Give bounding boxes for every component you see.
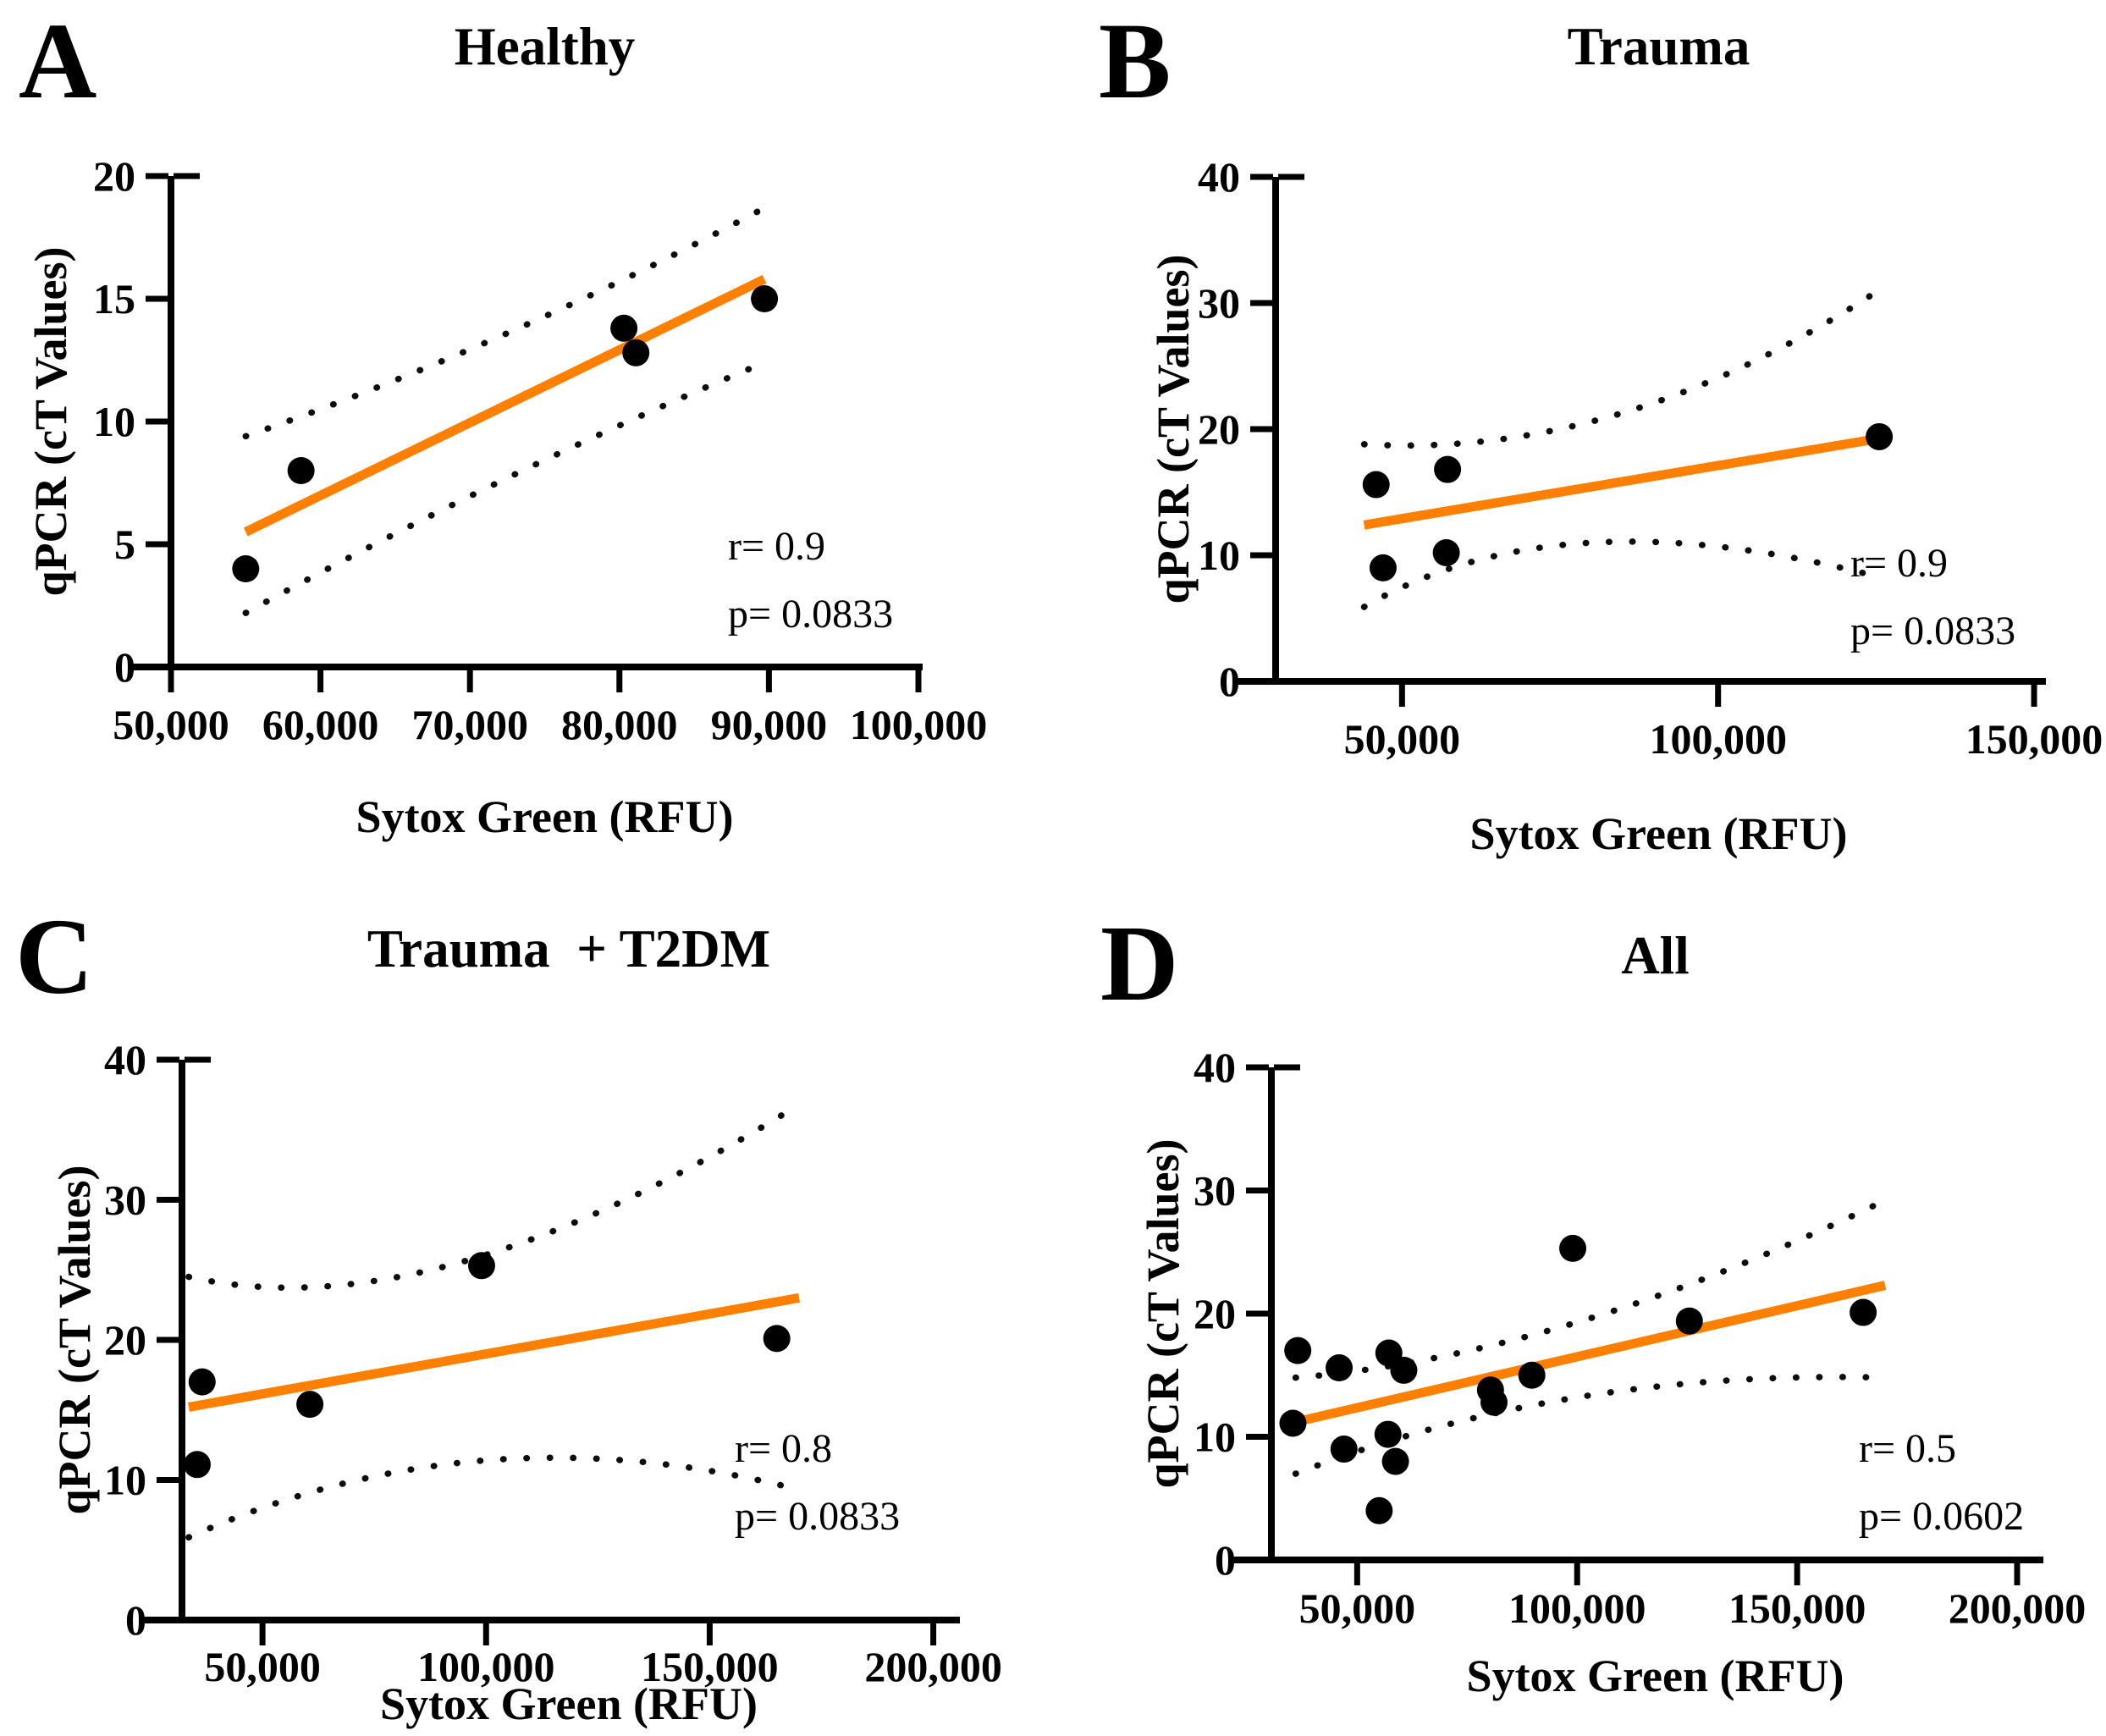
panel-title-healthy: Healthy [454, 17, 636, 76]
y-tick-label: 30 [104, 1176, 146, 1224]
y-tick-label: 30 [1198, 279, 1240, 327]
y-tick-label: 40 [1198, 153, 1240, 201]
stats-annotation-c [735, 1415, 900, 1551]
data-point [1390, 1357, 1417, 1384]
data-point [1676, 1308, 1703, 1335]
x-tick-label: 150,000 [641, 1643, 779, 1690]
x-tick-label: 50,000 [1298, 1584, 1416, 1632]
data-point [184, 1451, 211, 1478]
panel-letter-d: D [1100, 903, 1179, 1023]
x-tick-label: 90,000 [710, 701, 828, 748]
x-axis-label-d: Sytox Green (RFU) [1466, 1651, 1844, 1701]
x-tick-label: 50,000 [113, 701, 229, 748]
stats-annotation-b [1850, 530, 2015, 665]
x-tick-label: 60,000 [262, 701, 379, 748]
data-point [189, 1369, 216, 1396]
y-tick-label: 10 [1194, 1413, 1236, 1461]
data-point [610, 315, 637, 342]
panel-letter-c: C [15, 896, 94, 1017]
p-value-d: p= 0.0602 [1859, 1494, 2025, 1539]
data-point [1850, 1299, 1877, 1326]
y-tick-label: 5 [114, 521, 135, 568]
x-tick-label: 80,000 [561, 701, 678, 748]
y-tick-label: 10 [104, 1456, 146, 1504]
data-point [1326, 1354, 1353, 1381]
data-point [764, 1325, 791, 1352]
data-point [1519, 1362, 1546, 1389]
data-point [288, 457, 315, 484]
data-point [751, 285, 778, 312]
regression-line [245, 279, 764, 532]
data-point [1279, 1409, 1306, 1436]
panel-title-trauma: Trauma [1567, 17, 1750, 76]
data-point [1433, 539, 1460, 566]
data-point [1331, 1436, 1358, 1463]
y-tick-label: 0 [114, 643, 135, 691]
y-tick-label: 40 [1194, 1044, 1236, 1091]
data-point [1370, 554, 1397, 581]
data-point [1382, 1448, 1409, 1475]
p-value-c: p= 0.0833 [735, 1494, 901, 1539]
x-tick-label: 150,000 [1965, 715, 2103, 763]
x-tick-label: 100,000 [849, 701, 988, 748]
p-value-b: p= 0.0833 [1850, 609, 2016, 653]
data-point [1284, 1337, 1311, 1364]
data-point [1365, 1497, 1392, 1524]
y-tick-label: 0 [1219, 658, 1240, 705]
p-value-a: p= 0.0833 [728, 592, 894, 637]
x-axis-label-c: Sytox Green (RFU) [380, 1678, 758, 1729]
x-tick-label: 50,000 [204, 1643, 321, 1690]
data-point [1434, 456, 1461, 483]
data-point [468, 1252, 495, 1279]
r-value-c: r= 0.8 [735, 1426, 833, 1471]
data-point [1375, 1421, 1402, 1448]
data-point [1480, 1389, 1508, 1416]
x-axis-label-b: Sytox Green (RFU) [1469, 808, 1848, 859]
y-tick-label: 40 [104, 1036, 146, 1083]
y-tick-label: 15 [93, 275, 135, 322]
x-tick-label: 50,000 [1343, 715, 1461, 763]
stats-annotation-a [728, 513, 893, 648]
y-tick-label: 0 [125, 1596, 146, 1644]
y-axis-label-b: qPCR (cT Values) [1148, 254, 1199, 604]
data-point [1559, 1235, 1586, 1262]
stats-annotation-d [1859, 1415, 2024, 1551]
y-axis-label-d: qPCR (cT Values) [1138, 1138, 1188, 1489]
y-tick-label: 20 [104, 1316, 146, 1364]
y-tick-label: 20 [93, 152, 135, 200]
x-tick-label: 100,000 [417, 1643, 555, 1690]
data-point [296, 1391, 323, 1418]
data-point [1866, 423, 1893, 450]
r-value-b: r= 0.9 [1850, 541, 1949, 586]
y-axis-label-c: qPCR (cT Values) [49, 1165, 100, 1515]
ci-upper-band [1364, 288, 1883, 445]
y-tick-label: 10 [1198, 532, 1240, 579]
y-tick-label: 20 [1194, 1290, 1236, 1337]
ci-lower-band [189, 1458, 799, 1537]
r-value-d: r= 0.5 [1859, 1426, 1957, 1471]
y-tick-label: 20 [1198, 405, 1240, 453]
y-tick-label: 30 [1194, 1166, 1236, 1215]
x-tick-label: 150,000 [1728, 1584, 1866, 1632]
x-axis-label-a: Sytox Green (RFU) [356, 791, 734, 842]
data-point [622, 339, 649, 366]
data-point [1363, 471, 1390, 499]
panel-letter-b: B [1099, 1, 1172, 121]
x-tick-label: 100,000 [1649, 715, 1787, 763]
regression-line [189, 1298, 799, 1407]
y-axis-label-a: qPCR (cT Values) [25, 246, 76, 597]
y-tick-label: 0 [1215, 1536, 1236, 1584]
data-point [232, 555, 259, 582]
y-tick-label: 10 [93, 398, 135, 445]
panel-title-all: All [1621, 926, 1690, 985]
ci-lower-band [245, 362, 764, 613]
x-tick-label: 100,000 [1508, 1584, 1646, 1632]
panel-letter-a: A [19, 1, 97, 121]
r-value-a: r= 0.9 [728, 524, 826, 569]
x-tick-label: 70,000 [411, 701, 528, 748]
x-tick-label: 200,000 [1948, 1584, 2087, 1632]
x-tick-label: 200,000 [864, 1643, 1002, 1690]
panel-title-trauma-t2dm: Trauma + T2DM [367, 919, 771, 978]
